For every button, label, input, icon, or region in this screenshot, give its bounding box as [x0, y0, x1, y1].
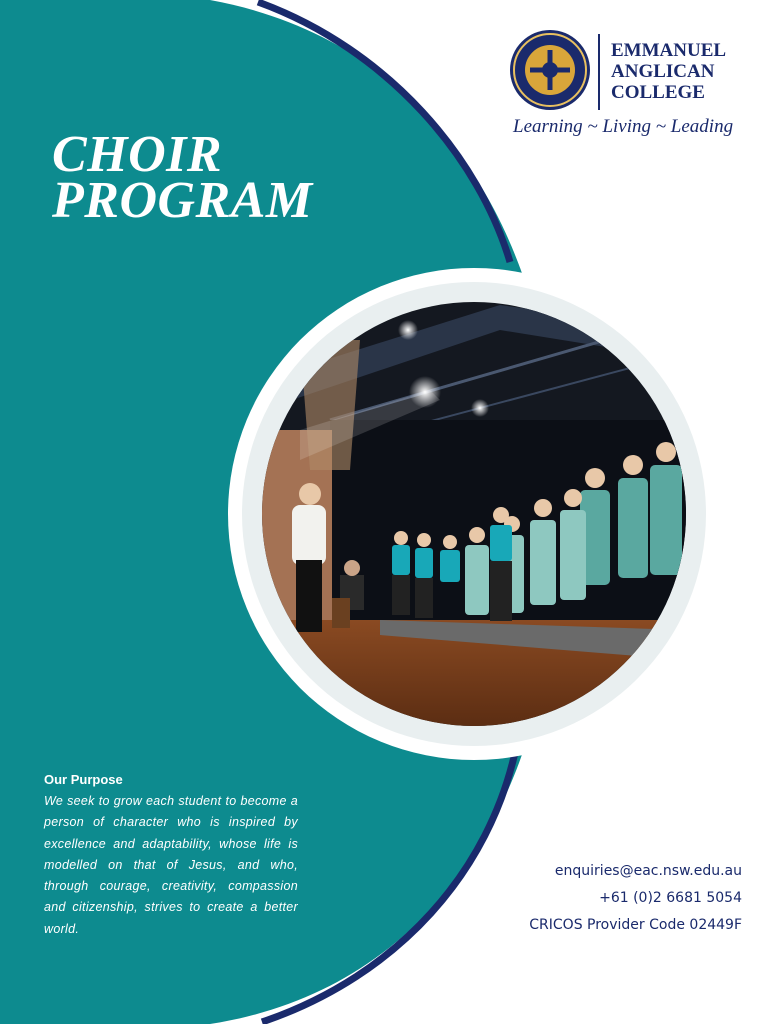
college-logo[interactable] — [510, 30, 592, 112]
contact-cricos: CRICOS Provider Code 02449F — [529, 917, 742, 933]
contact-email[interactable]: enquiries@eac.nsw.edu.au — [554, 863, 742, 879]
contact-phone[interactable]: +61 (0)2 6681 5054 — [599, 890, 742, 906]
title-line-1: CHOIR — [52, 126, 223, 183]
page-title — [52, 126, 313, 229]
contact-block — [529, 858, 742, 939]
purpose-heading: Our Purpose — [44, 772, 123, 787]
college-name-line-2: ANGLICAN — [611, 61, 715, 82]
header-divider — [598, 34, 600, 110]
college-name — [611, 40, 726, 103]
college-name-line-1: EMMANUEL — [611, 40, 727, 61]
college-tagline: Learning ~ Living ~ Leading — [513, 116, 734, 137]
title-line-2: PROGRAM — [52, 172, 313, 229]
purpose-section — [44, 772, 298, 940]
college-name-line-3: COLLEGE — [611, 82, 705, 103]
purpose-text: We seek to grow each student to become a person of character who is inspired by excellence and adaptability, whose life is modelled on that of Jesus, and who, through courage, creativity, compassion and citizenship, strives to create a better world. — [44, 794, 298, 936]
